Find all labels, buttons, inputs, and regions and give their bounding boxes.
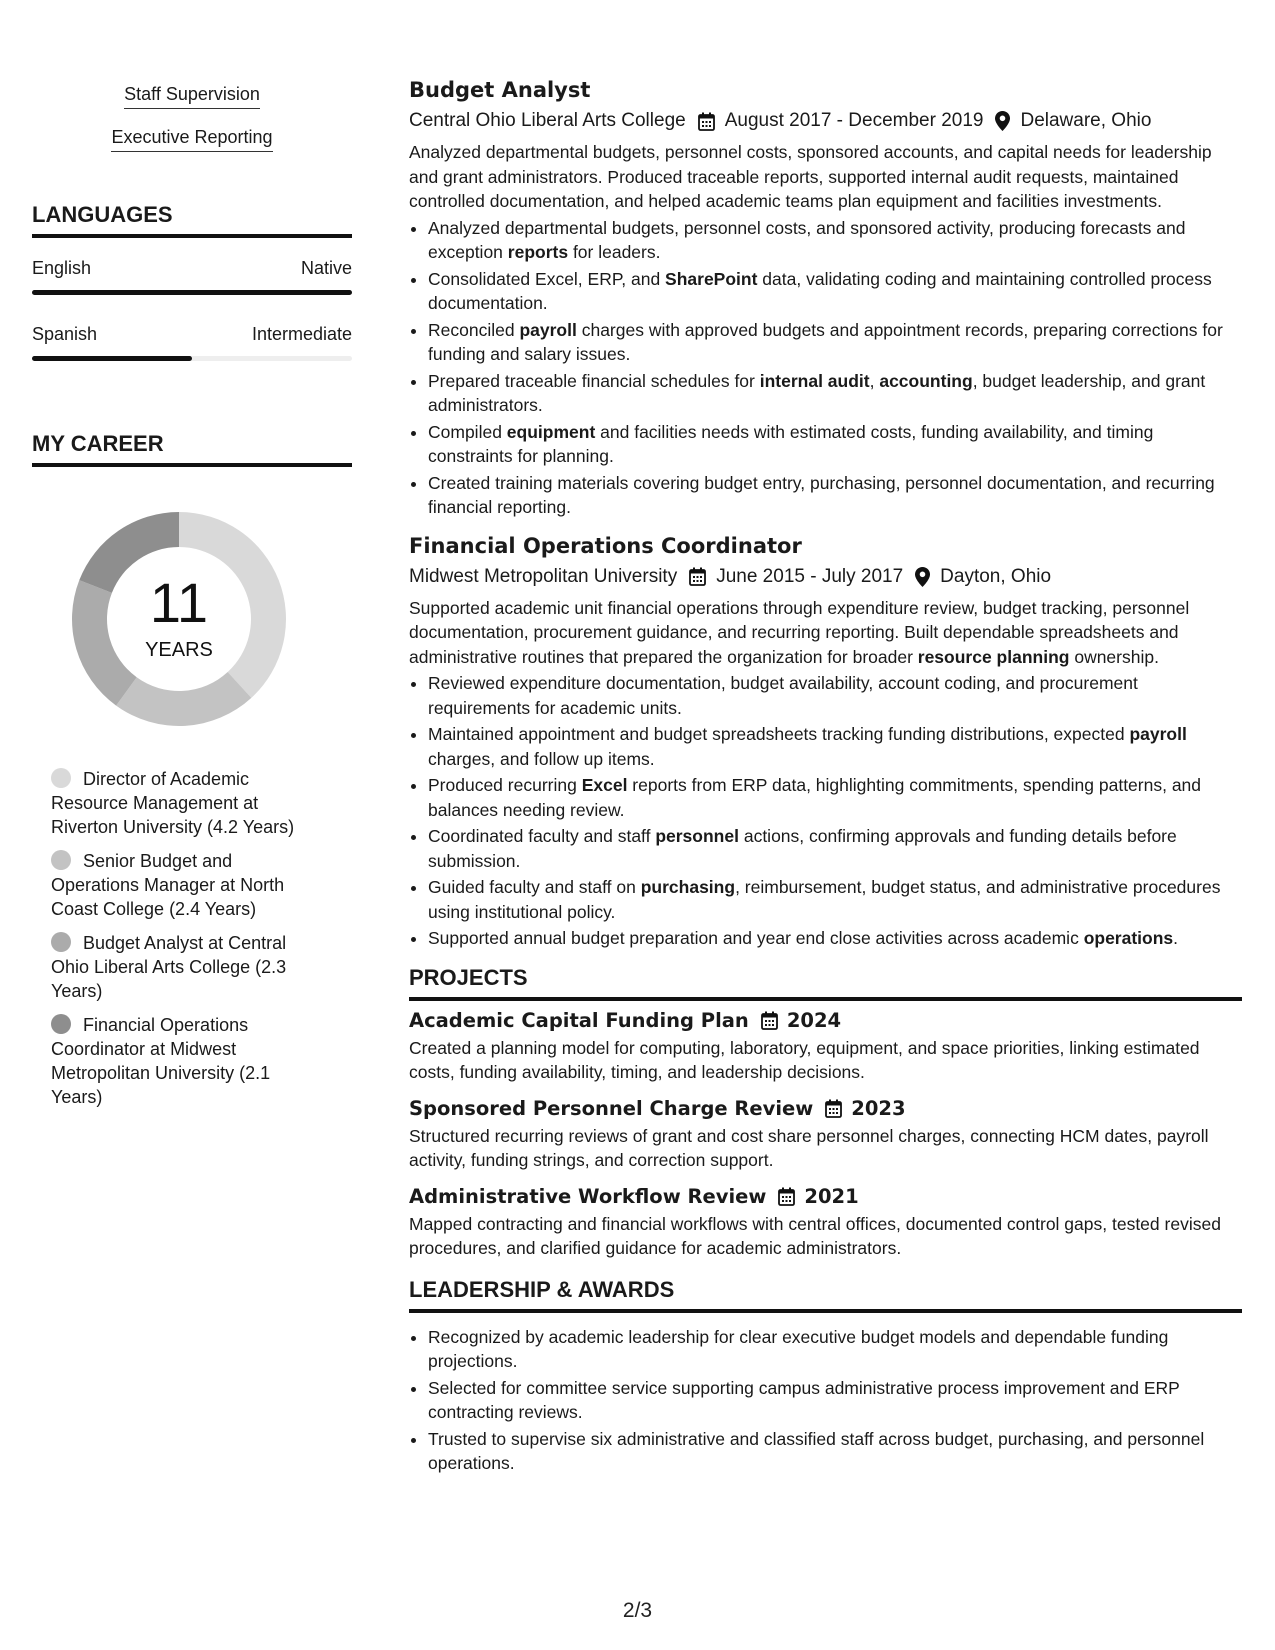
career-legend-item: Director of Academic Resource Management at Riverton University (4.2 Years) [51,769,295,837]
job-summary: Supported academic unit financial operations through expenditure review, budget tracking, personnel documentation, procurement guidance, and recurring reporting. Built dependable spreadsheets and administrative routines that prepared the organization for broader resource planning ownership. [409,597,1190,667]
projects-heading: PROJECTS [409,965,1242,1001]
page-number: 2/3 [622,1599,653,1622]
legend-dot-icon [51,768,71,788]
career-years-unit: YEARS [145,639,213,661]
job-bullet: • Supported annual budget preparation and year end close activities across academic operations. [428,926,1242,951]
skill-tag: Staff Supervision [32,84,352,109]
job-bullet: • Compiled equipment and facilities needs with estimated costs, funding availability, and timing constraints for planning. [428,420,1242,469]
job-meta [409,566,1242,588]
career-legend-item: Budget Analyst at Central Ohio Liberal Arts College (2.3 Years) [51,933,287,1001]
projects-list [409,1009,1242,1261]
location-pin-icon [995,111,1010,131]
calendar-icon [761,1011,778,1030]
career-donut-chart [63,503,295,735]
career-legend [51,767,313,1109]
job-bullet: • Coordinated faculty and staff personnel actions, confirming approvals and funding details before submission. [428,824,1242,873]
awards-list [409,1325,1242,1476]
project-title: Administrative Workflow Review [409,1184,767,1208]
project-year: 2024 [786,1008,842,1032]
job-company: Midwest Metropolitan University [409,565,678,587]
left-column [32,84,352,1119]
project-item [409,1097,1242,1173]
skill-tag: Executive Reporting [32,127,352,152]
job-bullet: • Reviewed expenditure documentation, budget availability, account coding, and procurement requirements for academic units. [428,671,1242,720]
job-dates: August 2017 - December 2019 [724,110,984,131]
right-column [409,78,1242,1478]
languages-heading: LANGUAGES [32,202,352,238]
job-title: Budget Analyst [409,78,591,102]
job-dates: June 2015 - July 2017 [716,565,904,587]
career-donut-segment [116,672,251,726]
project-item [409,1185,1242,1261]
language-level: Intermediate [251,324,352,344]
job-title: Financial Operations Coordinator [409,533,802,558]
language-proficiency-bar [32,290,352,295]
project-title: Academic Capital Funding Plan [409,1008,749,1032]
job-bullet: • Prepared traceable financial schedules for internal audit, accounting, budget leadership, and grant administrators. [428,369,1242,418]
calendar-icon [778,1187,795,1206]
job-bullet: • Created training materials covering budget entry, purchasing, personnel documentation, and recurring financial reporting. [428,471,1242,520]
award-item: • Selected for committee service supporting campus administrative process improvement and ERP contracting reviews. [428,1376,1242,1425]
legend-dot-icon [51,1014,71,1034]
language-entry [32,324,352,361]
language-entry [32,258,352,295]
job-location: Dayton, Ohio [940,565,1052,587]
job-company: Central Ohio Liberal Arts College [409,110,686,131]
language-name: Spanish [32,324,98,344]
career-total-years: 11 [149,571,209,634]
language-proficiency-bar [32,356,352,361]
job-summary: Analyzed departmental budgets, personnel costs, sponsored accounts, and capital needs for leadership and grant administrators. Produced traceable reports, supported internal audit requests, maintained controlled documentation, and helped academic teams plan equipment and facilities investments. [409,142,1212,211]
calendar-icon [698,112,715,131]
legend-dot-icon [51,850,71,870]
project-year: 2021 [804,1184,859,1208]
award-item: • Trusted to supervise six administrative and classified staff across budget, purchasing, and personnel operations. [428,1427,1242,1476]
calendar-icon [825,1099,842,1118]
language-name: English [32,258,92,278]
job-meta [409,110,1242,132]
job-bullet: • Maintained appointment and budget spreadsheets tracking funding distributions, expected payroll charges, and follow up items. [428,722,1242,771]
legend-dot-icon [51,932,71,952]
language-proficiency-fill [32,356,192,361]
award-item: • Recognized by academic leadership for clear executive budget models and dependable funding projections. [428,1325,1242,1374]
job-bullet: • Guided faculty and staff on purchasing, reimbursement, budget status, and administrative procedures using institutional policy. [428,875,1242,924]
language-level: Native [300,258,352,278]
project-description: Created a planning model for computing, laboratory, equipment, and space priorities, linking estimated costs, funding availability, timing, and leadership decisions. [409,1037,1200,1082]
job-bullet: • Analyzed departmental budgets, personnel costs, and sponsored activity, producing forecasts and exception reports for leaders. [428,216,1242,265]
job-bullet: • Reconciled payroll charges with approved budgets and appointment records, preparing corrections for funding and salary issues. [428,318,1242,367]
awards-heading: LEADERSHIP & AWARDS [409,1277,1242,1313]
location-pin-icon [915,567,930,587]
job-bullets [409,671,1242,951]
language-proficiency-fill [32,290,352,295]
career-legend-item: Senior Budget and Operations Manager at North Coast College (2.4 Years) [51,851,285,919]
job-location: Delaware, Ohio [1020,110,1152,131]
job-bullets [409,216,1242,520]
project-title: Sponsored Personnel Charge Review [409,1096,814,1120]
career-legend-item: Financial Operations Coordinator at Midwest Metropolitan University (2.1 Years) [51,1015,271,1107]
project-description: Mapped contracting and financial workflows with central offices, documented control gaps, tested revised procedures, and clarified guidance for academic administrators. [409,1213,1221,1258]
job-bullet: • Produced recurring Excel reports from ERP data, highlighting commitments, spending patterns, and balances needing review. [428,773,1242,822]
project-description: Structured recurring reviews of grant and cost share personnel charges, connecting HCM dates, payroll activity, funding strings, and correction support. [409,1125,1209,1170]
career-heading: MY CAREER [32,431,352,467]
job-entry [409,78,1242,520]
calendar-icon [689,567,706,586]
project-item [409,1009,1242,1085]
job-entry [409,534,1242,951]
job-bullet: • Consolidated Excel, ERP, and SharePoint data, validating coding and maintaining controlled process documentation. [428,267,1242,316]
project-year: 2023 [851,1096,906,1120]
